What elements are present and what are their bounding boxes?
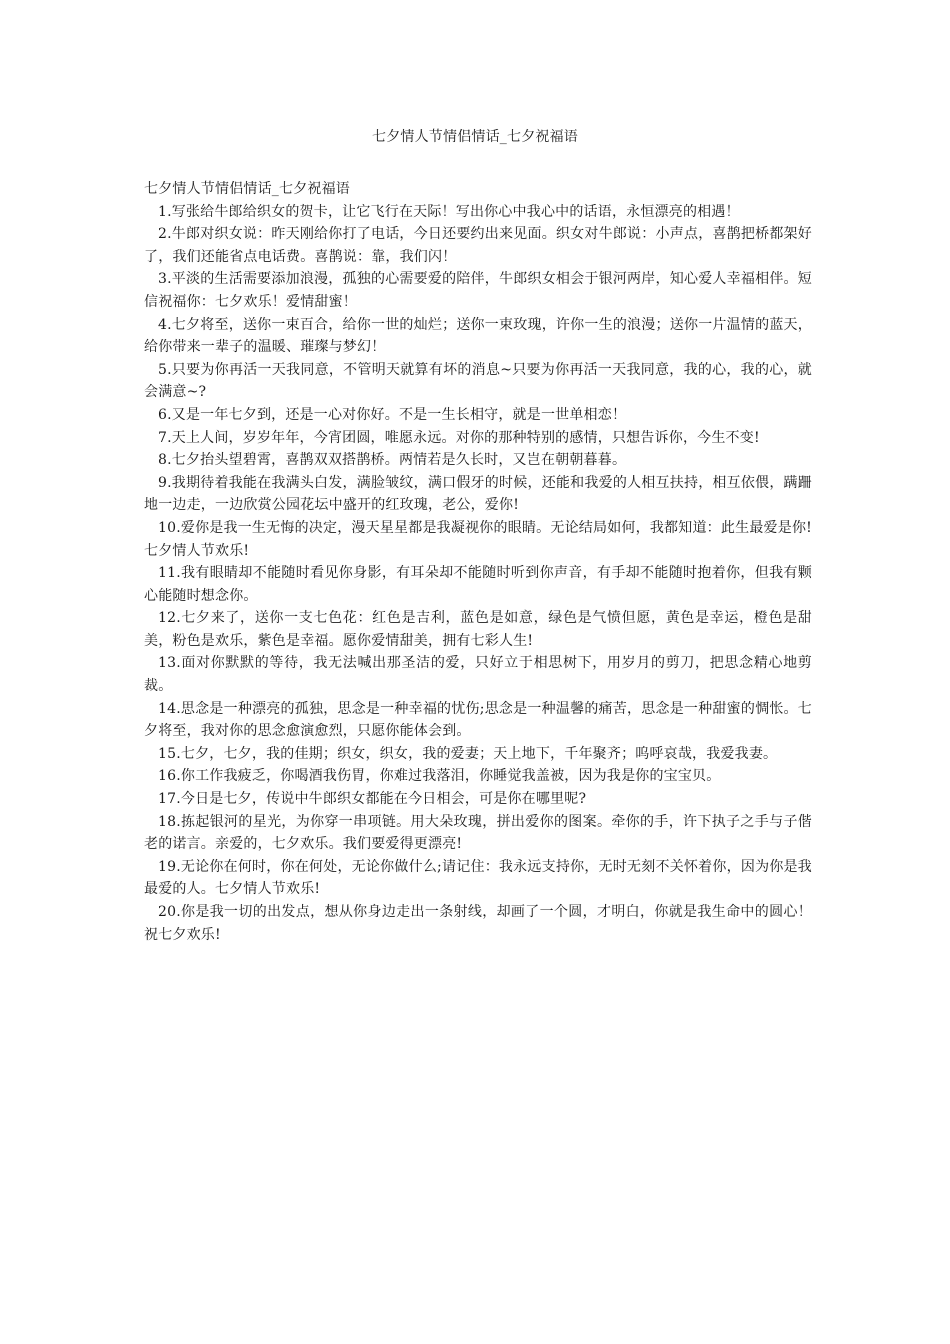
list-item: 5.只要为你再活一天我同意，不管明天就算有坏的消息~只要为你再活一天我同意，我的心，我的心，就会满意~?	[144, 361, 812, 401]
list-item: 3.平淡的生活需要添加浪漫，孤独的心需要爱的陪伴，牛郎织女相会于银河两岸，知心爱人幸福相伴。短信祝福你：七夕欢乐！爱情甜蜜！	[144, 271, 812, 310]
list-item: 10.爱你是我一生无悔的决定，漫天星星都是我凝视你的眼睛。无论结局如何，我都知道：此生最爱是你!七夕情人节欢乐!	[144, 519, 812, 559]
list-item: 16.你工作我疲乏，你喝酒我伤胃，你难过我落泪，你睡觉我盖被，因为我是你的宝宝贝。	[158, 768, 721, 785]
list-item: 1.写张给牛郎给织女的贺卡，让它飞行在天际！写出你心中我心中的话语，永恒漂亮的相遇！	[158, 203, 740, 220]
list-item: 17.今日是七夕，传说中牛郎织女都能在今日相会，可是你在哪里呢?	[158, 791, 587, 808]
list-item: 11.我有眼睛却不能随时看见你身影，有耳朵却不能随时听到你声音，有手却不能随时抱着你，但我有颗心能随时想念你。	[144, 565, 812, 604]
list-item: 14.思念是一种漂亮的孤独，思念是一种幸福的忧伤;思念是一种温馨的痛苦，思念是一种甜蜜的惆怅。七夕将至，我对你的思念愈演愈烈，只愿你能体会到。	[144, 700, 812, 740]
list-item: 13.面对你默默的等待，我无法喊出那圣洁的爱，只好立于相思树下，用岁月的剪刀，把思念精心地剪裁。	[144, 655, 812, 695]
list-item: 15.七夕，七夕，我的佳期；织女，织女，我的爱妻；天上地下，千年聚齐；呜呼哀哉，我爱我妻。	[158, 745, 778, 762]
list-item: 8.七夕抬头望碧霄，喜鹊双双搭鹊桥。两情若是久长时，又岂在朝朝暮暮。	[158, 452, 627, 469]
document-body	[144, 178, 812, 946]
list-item: 2.牛郎对织女说：昨天刚给你打了电话，今日还要约出来见面。织女对牛郎说：小声点，喜鹊把桥都架好了，我们还能省点电话费。喜鹊说：靠，我们闪！	[144, 226, 812, 265]
list-item: 6.又是一年七夕到，还是一心对你好。不是一生长相守，就是一世单相恋！	[158, 406, 627, 423]
list-item: 20.你是我一切的出发点，想从你身边走出一条射线，却画了一个圆，才明白，你就是我生命中的圆心！祝七夕欢乐!	[144, 904, 812, 943]
document-subtitle: 七夕情人节情侣情话_七夕祝福语	[144, 181, 350, 197]
list-item: 19.无论你在何时，你在何处，无论你做什么;请记住：我永远支持你，无时无刻不关怀着你，因为你是我最爱的人。七夕情人节欢乐!	[144, 858, 812, 898]
list-item: 12.七夕来了，送你一支七色花：红色是吉利，蓝色是如意，绿色是气愤但愿，黄色是幸运，橙色是甜美，粉色是欢乐，紫色是幸福。愿你爱情甜美，拥有七彩人生!	[144, 610, 812, 649]
list-item: 4.七夕将至，送你一束百合，给你一世的灿烂；送你一束玫瑰，许你一生的浪漫；送你一片温情的蓝天，给你带来一辈子的温暖、璀璨与梦幻！	[144, 316, 812, 356]
list-item: 9.我期待着我能在我满头白发，满脸皱纹，满口假牙的时候，还能和我爱的人相互扶持，相互依偎，蹒跚地一边走，一边欣赏公园花坛中盛开的红玫瑰，老公，爱你!	[144, 474, 812, 514]
list-item: 18.拣起银河的星光，为你穿一串项链。用大朵玫瑰，拼出爱你的图案。牵你的手，许下执子之手与子偕老的诺言。亲爱的，七夕欢乐。我们要爱得更漂亮!	[144, 813, 812, 853]
document-title: 七夕情人节情侣情话_七夕祝福语	[372, 129, 578, 145]
list-item: 7.天上人间，岁岁年年，今宵团圆，唯愿永远。对你的那种特别的感情，只想告诉你，今生不变!	[158, 429, 760, 446]
